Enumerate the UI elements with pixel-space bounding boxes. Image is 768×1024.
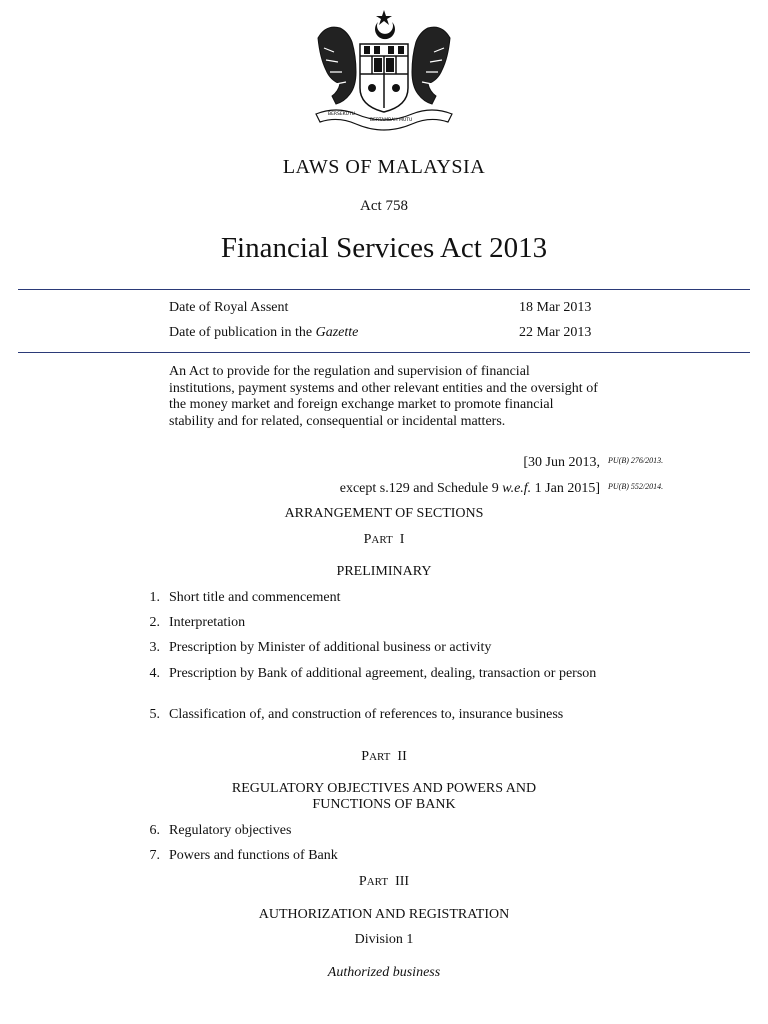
act-number: Act 758 xyxy=(360,198,408,214)
part-2-title-line-1: REGULATORY OBJECTIVES AND POWERS AND xyxy=(231,781,537,796)
section-number: 5. xyxy=(149,707,160,722)
part-2-title-line-2: FUNCTIONS OF BANK xyxy=(312,797,456,812)
part-3-title: AUTHORIZATION AND REGISTRATION xyxy=(258,907,510,922)
section-number: 7. xyxy=(149,848,160,863)
commencement-line-2: except s.129 and Schedule 9 w.e.f. 1 Jan 2015] xyxy=(339,481,600,496)
coat-of-arms-icon xyxy=(308,8,460,134)
division-title: Authorized business xyxy=(327,965,441,980)
section-title: Prescription by Bank of additional agreement, dealing, transaction or person xyxy=(169,666,597,681)
date-label-assent: Date of Royal Assent xyxy=(169,300,289,315)
act-title: Financial Services Act 2013 xyxy=(220,232,548,264)
commencement-note-2: PU(B) 552/2014. xyxy=(608,482,664,491)
section-title: Powers and functions of Bank xyxy=(169,848,338,863)
section-number: 2. xyxy=(149,615,160,630)
date-value-assent: 18 Mar 2013 xyxy=(519,300,592,315)
laws-title: LAWS OF MALAYSIA xyxy=(282,156,486,178)
part-2-label: PART II xyxy=(361,749,407,764)
section-number: 6. xyxy=(149,823,160,838)
crest-motto-right: BERTAMBAH MUTU xyxy=(370,118,413,123)
part-1-label: PART I xyxy=(363,532,405,547)
section-title: Classification of, and construction of references to, insurance business xyxy=(169,707,564,722)
section-number: 1. xyxy=(149,590,160,605)
section-title: Interpretation xyxy=(169,615,246,630)
divider-top xyxy=(18,289,750,290)
section-number: 4. xyxy=(149,666,160,681)
division-label: Division 1 xyxy=(354,932,414,947)
section-number: 3. xyxy=(149,640,160,655)
divider-bottom xyxy=(18,352,750,353)
date-value-publication: 22 Mar 2013 xyxy=(519,325,592,340)
part-3-label: PART III xyxy=(358,874,410,889)
part-1-title: PRELIMINARY xyxy=(336,564,432,579)
commencement-note-1: PU(B) 276/2013. xyxy=(608,456,664,465)
section-title: Short title and commencement xyxy=(169,590,341,605)
date-label-publication: Date of publication in the Gazette xyxy=(169,325,359,340)
crest-motto-left: BERSEKUTU xyxy=(328,112,355,117)
long-title: An Act to provide for the regulation and supervision of financial institutions, payment systems and other relevant entities and the oversight of the money market and foreign exchange market to promote financial stability and for related, consequential or incidental matters. xyxy=(169,364,598,429)
section-title: Regulatory objectives xyxy=(169,823,292,838)
commencement-line-1: [30 Jun 2013, xyxy=(523,455,600,470)
arrangement-heading: ARRANGEMENT OF SECTIONS xyxy=(284,506,484,521)
section-title: Prescription by Minister of additional business or activity xyxy=(169,640,492,655)
